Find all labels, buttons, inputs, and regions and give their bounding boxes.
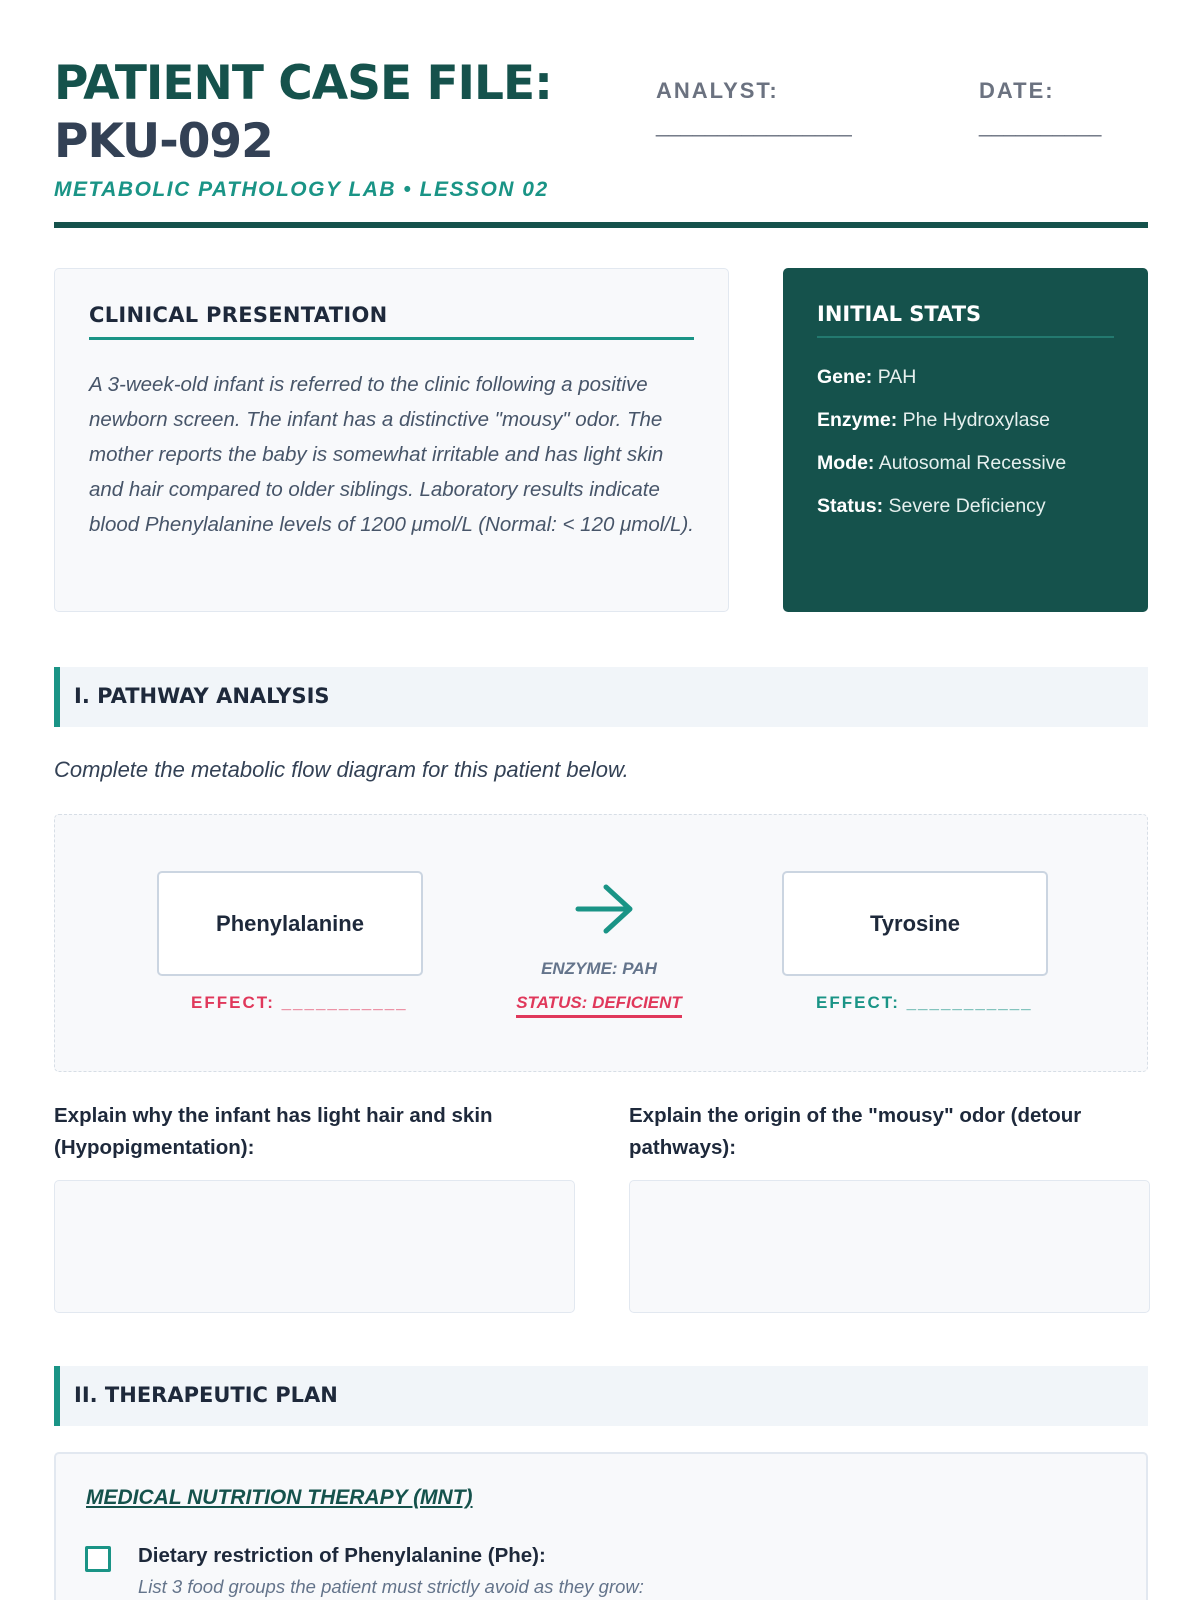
page-title: PATIENT CASE FILE: xyxy=(54,56,552,111)
case-id: PKU-092 xyxy=(54,114,273,169)
clinical-presentation-heading: CLINICAL PRESENTATION xyxy=(89,303,694,340)
product-effect-field[interactable]: EFFECT: ___________ xyxy=(816,993,1033,1012)
analyst-label: ANALYST: xyxy=(656,78,779,103)
analyst-field[interactable]: ________________ xyxy=(656,112,852,137)
phe-restriction-checkbox[interactable] xyxy=(85,1546,111,1572)
clinical-presentation-card xyxy=(54,268,729,612)
stat-gene xyxy=(817,366,916,389)
substrate-effect-field[interactable]: EFFECT: ___________ xyxy=(191,993,408,1012)
enzyme-label: ENZYME: PAH xyxy=(541,959,657,978)
stat-status xyxy=(817,495,1046,518)
section-heading: I. PATHWAY ANALYSIS xyxy=(74,684,330,708)
pathway-instruction: Complete the metabolic flow diagram for this patient below. xyxy=(54,757,629,782)
answer-box-mousy-odor[interactable] xyxy=(629,1180,1150,1313)
substrate-box: Phenylalanine xyxy=(157,871,423,976)
stat-value: Autosomal Recessive xyxy=(878,452,1067,474)
question-mousy-odor: Explain the origin of the "mousy" odor (detour pathways): xyxy=(629,1104,1082,1159)
section-pathway-analysis xyxy=(54,667,1148,727)
section-heading: II. THERAPEUTIC PLAN xyxy=(74,1383,338,1407)
stat-value: PAH xyxy=(877,366,917,388)
initial-stats-card xyxy=(783,268,1148,612)
answer-box-hypopigmentation[interactable] xyxy=(54,1180,575,1313)
enzyme-status xyxy=(499,993,699,1013)
arrow-right-icon xyxy=(574,881,636,937)
stat-value: Phe Hydroxylase xyxy=(902,409,1051,431)
stat-label: Enzyme: xyxy=(817,409,898,431)
initial-stats-heading: INITIAL STATS xyxy=(817,302,1114,338)
date-label: DATE: xyxy=(979,78,1055,103)
question-hypopigmentation: Explain why the infant has light hair and skin (Hypopigmentation): xyxy=(54,1104,493,1159)
metabolic-flow-diagram xyxy=(54,814,1148,1072)
stat-value: Severe Deficiency xyxy=(888,495,1046,517)
mnt-title: MEDICAL NUTRITION THERAPY (MNT) xyxy=(86,1486,473,1509)
section-therapeutic-plan xyxy=(54,1366,1148,1426)
phe-restriction-label: Dietary restriction of Phenylalanine (Phe): xyxy=(138,1544,546,1567)
stat-label: Gene: xyxy=(817,366,873,388)
date-field[interactable]: __________ xyxy=(979,112,1102,137)
stat-label: Status: xyxy=(817,495,884,517)
mnt-card xyxy=(54,1452,1148,1600)
page-header xyxy=(54,56,1148,228)
page-subtitle: METABOLIC PATHOLOGY LAB • LESSON 02 xyxy=(54,178,549,201)
stat-label: Mode: xyxy=(817,452,875,474)
stat-mode xyxy=(817,452,1066,475)
phe-restriction-instruction: List 3 food groups the patient must strictly avoid as they grow: xyxy=(138,1576,644,1597)
clinical-presentation-text: A 3-week-old infant is referred to the clinic following a positive newborn screen. The infant has a distinctive "mousy" odor. The mother reports the baby is somewhat irritable and has light skin and hair compared to older siblings. Laboratory results indicate blood Phenylalanine levels of 1200 μmol/L (Normal: < 120 μmol/L). xyxy=(89,373,694,536)
stat-enzyme xyxy=(817,409,1050,432)
product-box: Tyrosine xyxy=(782,871,1048,976)
status-text: STATUS: DEFICIENT xyxy=(516,993,682,1018)
